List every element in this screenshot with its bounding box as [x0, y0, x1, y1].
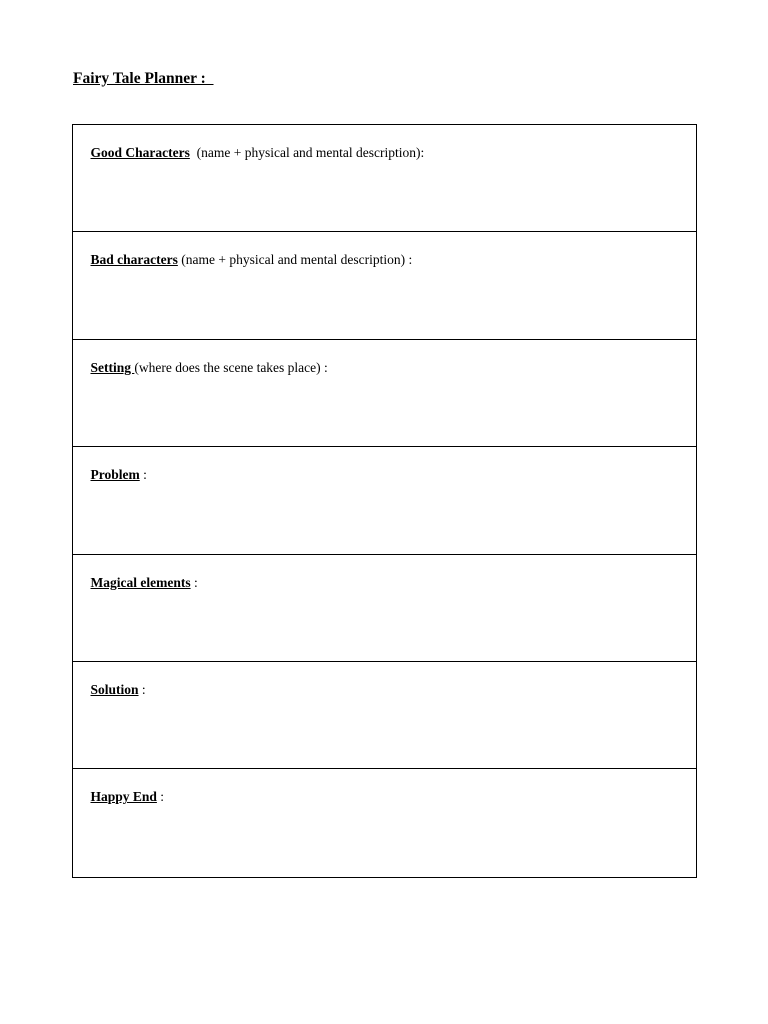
- section-description: :: [139, 467, 147, 483]
- section-problem[interactable]: [73, 447, 696, 554]
- section-description: :: [190, 574, 198, 590]
- document-title: Fairy Tale Planner :: [73, 70, 214, 87]
- section-solution[interactable]: [73, 662, 696, 769]
- section-heading: Good Characters: [90, 145, 190, 160]
- section-heading: Bad characters: [90, 252, 178, 268]
- section-magical-elements[interactable]: [73, 555, 696, 662]
- section-heading: Happy End: [90, 789, 157, 805]
- section-heading: Problem: [90, 467, 140, 483]
- section-description: (where does the scene takes place) :: [134, 359, 328, 375]
- section-heading: Setting: [90, 359, 135, 375]
- section-good-characters[interactable]: [73, 125, 696, 232]
- planner-table: [72, 124, 697, 878]
- section-bad-characters[interactable]: [73, 232, 696, 339]
- section-description: (name + physical and mental description) :: [177, 252, 413, 268]
- section-description: (name + physical and mental description):: [189, 145, 425, 160]
- section-description: :: [138, 681, 146, 697]
- section-setting[interactable]: [73, 340, 696, 447]
- section-heading: Magical elements: [90, 574, 191, 590]
- section-happy-end[interactable]: [73, 769, 696, 876]
- section-heading: Solution: [90, 681, 139, 697]
- section-description: :: [156, 789, 165, 805]
